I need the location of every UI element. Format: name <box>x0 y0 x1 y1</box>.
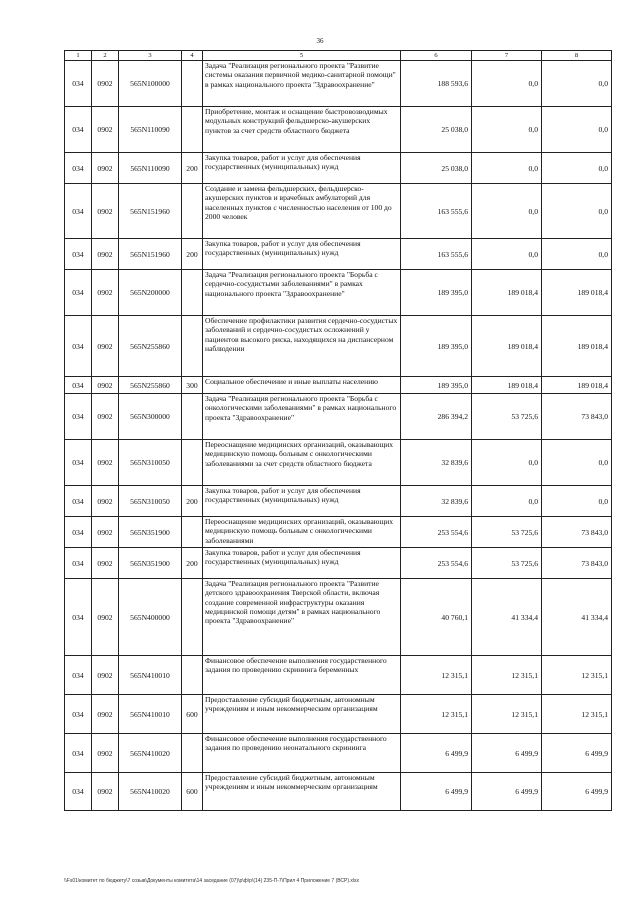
cell-section-code: 0902 <box>92 377 119 394</box>
cell-amount-3: 12 315,1 <box>542 656 612 695</box>
cell-amount-3: 0,0 <box>542 486 612 517</box>
cell-target-code: 565N400000 <box>119 579 182 656</box>
table-row <box>65 548 612 579</box>
cell-section-code: 0902 <box>92 394 119 440</box>
cell-expense-type <box>182 394 203 440</box>
cell-section-code: 0902 <box>92 270 119 316</box>
cell-amount-1: 40 760,1 <box>401 579 472 656</box>
cell-target-code: 565N351900 <box>119 517 182 548</box>
cell-target-code: 565N310050 <box>119 440 182 486</box>
cell-expense-type: 200 <box>182 486 203 517</box>
cell-amount-3: 0,0 <box>542 153 612 184</box>
cell-section-code: 0902 <box>92 734 119 773</box>
col-header: 3 <box>119 51 182 61</box>
cell-amount-3: 189 018,4 <box>542 377 612 394</box>
cell-amount-3: 6 499,9 <box>542 734 612 773</box>
cell-amount-3: 12 315,1 <box>542 695 612 734</box>
cell-target-code: 565N200000 <box>119 270 182 316</box>
cell-amount-1: 6 499,9 <box>401 773 472 811</box>
col-header: 1 <box>65 51 92 61</box>
cell-admin-code: 034 <box>65 517 92 548</box>
cell-description: Задача "Реализация регионального проекта "Развитие детского здравоохранения Тверской области, включая создание современной инфраструктуры оказания медицинской помощи детям" в рамках национального проекта "Здравоохранение" <box>203 579 401 656</box>
cell-section-code: 0902 <box>92 239 119 270</box>
cell-target-code: 565N410020 <box>119 773 182 811</box>
cell-description: Приобретение, монтаж и оснащение быстровозводимых модульных конструкций фельдшерско-акушерских пунктов за счет средств областного бюджета <box>203 107 401 153</box>
cell-amount-3: 0,0 <box>542 440 612 486</box>
cell-admin-code: 034 <box>65 656 92 695</box>
cell-section-code: 0902 <box>92 773 119 811</box>
cell-section-code: 0902 <box>92 548 119 579</box>
cell-expense-type <box>182 107 203 153</box>
cell-amount-3: 73 843,0 <box>542 394 612 440</box>
cell-section-code: 0902 <box>92 517 119 548</box>
cell-section-code: 0902 <box>92 695 119 734</box>
cell-amount-3: 0,0 <box>542 239 612 270</box>
col-header: 6 <box>401 51 472 61</box>
cell-amount-1: 189 395,0 <box>401 377 472 394</box>
cell-expense-type: 600 <box>182 773 203 811</box>
cell-amount-3: 41 334,4 <box>542 579 612 656</box>
cell-amount-2: 53 725,6 <box>472 394 542 440</box>
cell-admin-code: 034 <box>65 734 92 773</box>
cell-admin-code: 034 <box>65 239 92 270</box>
cell-section-code: 0902 <box>92 486 119 517</box>
cell-amount-2: 12 315,1 <box>472 656 542 695</box>
cell-amount-1: 6 499,9 <box>401 734 472 773</box>
cell-description: Создание и замена фельдшерских, фельдшерско-акушерских пунктов и врачебных амбулаторий для населенных пунктов с численностью населения от 100 до 2000 человек <box>203 184 401 239</box>
cell-amount-3: 73 843,0 <box>542 517 612 548</box>
cell-amount-1: 12 315,1 <box>401 656 472 695</box>
cell-admin-code: 034 <box>65 695 92 734</box>
cell-target-code: 565N410010 <box>119 656 182 695</box>
cell-amount-3: 0,0 <box>542 107 612 153</box>
cell-amount-1: 286 394,2 <box>401 394 472 440</box>
cell-description: Задача "Реализация регионального проекта "Борьба с сердечно-сосудистыми заболеваниями" в рамках национального проекта "Здравоохранение" <box>203 270 401 316</box>
cell-description: Финансовое обеспечение выполнения государственного задания по проведению неонатального скрининга <box>203 734 401 773</box>
table-row <box>65 61 612 107</box>
cell-target-code: 565N351900 <box>119 548 182 579</box>
col-header: 7 <box>472 51 542 61</box>
col-header: 5 <box>203 51 401 61</box>
cell-description: Обеспечение профилактики развития сердечно-сосудистых заболеваний и сердечно-сосудистых осложнений у пациентов высокого риска, находящихся на диспансерном наблюдении <box>203 316 401 377</box>
col-header: 8 <box>542 51 612 61</box>
cell-description: Задача "Реализация регионального проекта "Развитие системы оказания первичной медико-санитарной помощи" в рамках национального проекта "Здравоохранение" <box>203 61 401 107</box>
table-row <box>65 486 612 517</box>
table-row <box>65 656 612 695</box>
table-row <box>65 107 612 153</box>
cell-section-code: 0902 <box>92 184 119 239</box>
cell-amount-1: 32 839,6 <box>401 440 472 486</box>
cell-target-code: 565N255860 <box>119 316 182 377</box>
cell-target-code: 565N110090 <box>119 153 182 184</box>
cell-amount-2: 0,0 <box>472 107 542 153</box>
table-row <box>65 773 612 811</box>
cell-admin-code: 034 <box>65 61 92 107</box>
table-row <box>65 394 612 440</box>
cell-admin-code: 034 <box>65 270 92 316</box>
cell-amount-2: 6 499,9 <box>472 734 542 773</box>
cell-section-code: 0902 <box>92 153 119 184</box>
cell-amount-1: 253 554,6 <box>401 548 472 579</box>
cell-amount-3: 0,0 <box>542 184 612 239</box>
cell-admin-code: 034 <box>65 107 92 153</box>
col-header: 4 <box>182 51 203 61</box>
cell-amount-2: 0,0 <box>472 184 542 239</box>
cell-amount-1: 163 555,6 <box>401 184 472 239</box>
cell-description: Предоставление субсидий бюджетным, автономным учреждениям и иным некоммерческим организациям <box>203 695 401 734</box>
file-path-footer: \\Fs01\комитет по бюджету\7 созыв\Документы комитета\14 заседание (07)\p\ф\p\(14) 235-П-7\Прил 4 Приложение 7 (ВСР).xlsx <box>64 878 360 884</box>
cell-amount-2: 0,0 <box>472 440 542 486</box>
cell-admin-code: 034 <box>65 773 92 811</box>
cell-expense-type: 200 <box>182 153 203 184</box>
cell-section-code: 0902 <box>92 440 119 486</box>
cell-expense-type <box>182 579 203 656</box>
cell-description: Переоснащение медицинских организаций, оказывающих медицинскую помощь больным с онкологическими заболеваниями за счет средств областного бюджета <box>203 440 401 486</box>
table-row <box>65 270 612 316</box>
cell-admin-code: 034 <box>65 548 92 579</box>
table-row <box>65 579 612 656</box>
cell-amount-1: 25 038,0 <box>401 107 472 153</box>
cell-amount-2: 189 018,4 <box>472 270 542 316</box>
cell-admin-code: 034 <box>65 153 92 184</box>
cell-expense-type <box>182 270 203 316</box>
cell-admin-code: 034 <box>65 394 92 440</box>
table-row <box>65 377 612 394</box>
cell-amount-2: 0,0 <box>472 61 542 107</box>
cell-amount-1: 25 038,0 <box>401 153 472 184</box>
cell-description: Закупка товаров, работ и услуг для обеспечения государственных (муниципальных) нужд <box>203 548 401 579</box>
cell-expense-type <box>182 440 203 486</box>
cell-amount-1: 12 315,1 <box>401 695 472 734</box>
cell-target-code: 565N410010 <box>119 695 182 734</box>
cell-amount-1: 32 839,6 <box>401 486 472 517</box>
cell-amount-2: 6 499,9 <box>472 773 542 811</box>
cell-admin-code: 034 <box>65 377 92 394</box>
cell-target-code: 565N100000 <box>119 61 182 107</box>
cell-amount-3: 189 018,4 <box>542 270 612 316</box>
cell-amount-1: 189 395,0 <box>401 270 472 316</box>
cell-target-code: 565N410020 <box>119 734 182 773</box>
cell-admin-code: 034 <box>65 486 92 517</box>
cell-target-code: 565N300000 <box>119 394 182 440</box>
cell-target-code: 565N110090 <box>119 107 182 153</box>
col-header: 2 <box>92 51 119 61</box>
cell-expense-type <box>182 656 203 695</box>
table-row <box>65 440 612 486</box>
cell-expense-type <box>182 734 203 773</box>
cell-amount-2: 0,0 <box>472 153 542 184</box>
cell-amount-2: 53 725,6 <box>472 548 542 579</box>
cell-target-code: 565N151960 <box>119 184 182 239</box>
cell-expense-type <box>182 61 203 107</box>
cell-target-code: 565N310050 <box>119 486 182 517</box>
cell-expense-type: 300 <box>182 377 203 394</box>
cell-amount-2: 0,0 <box>472 239 542 270</box>
cell-description: Переоснащение медицинских организаций, оказывающих медицинскую помощь больным с онкологическими заболеваниями <box>203 517 401 548</box>
budget-table <box>64 50 612 811</box>
cell-amount-2: 53 725,6 <box>472 517 542 548</box>
cell-admin-code: 034 <box>65 184 92 239</box>
table-row <box>65 239 612 270</box>
table-row <box>65 734 612 773</box>
cell-expense-type: 200 <box>182 239 203 270</box>
cell-admin-code: 034 <box>65 579 92 656</box>
cell-description: Закупка товаров, работ и услуг для обеспечения государственных (муниципальных) нужд <box>203 486 401 517</box>
cell-section-code: 0902 <box>92 61 119 107</box>
page-number: 36 <box>316 37 324 45</box>
cell-admin-code: 034 <box>65 316 92 377</box>
cell-description: Социальное обеспечение и иные выплаты населению <box>203 377 401 394</box>
cell-description: Задача "Реализация регионального проекта "Борьба с онкологическими заболеваниями" в рамках национального проекта "Здравоохранение" <box>203 394 401 440</box>
cell-section-code: 0902 <box>92 107 119 153</box>
cell-expense-type <box>182 184 203 239</box>
cell-amount-1: 188 593,6 <box>401 61 472 107</box>
cell-section-code: 0902 <box>92 656 119 695</box>
cell-expense-type: 600 <box>182 695 203 734</box>
cell-section-code: 0902 <box>92 579 119 656</box>
cell-description: Финансовое обеспечение выполнения государственного задания по проведению скрининга беременных <box>203 656 401 695</box>
cell-amount-2: 12 315,1 <box>472 695 542 734</box>
cell-expense-type: 200 <box>182 548 203 579</box>
cell-amount-1: 189 395,0 <box>401 316 472 377</box>
cell-amount-2: 189 018,4 <box>472 316 542 377</box>
cell-expense-type <box>182 316 203 377</box>
cell-description: Закупка товаров, работ и услуг для обеспечения государственных (муниципальных) нужд <box>203 153 401 184</box>
cell-amount-1: 253 554,6 <box>401 517 472 548</box>
cell-amount-3: 6 499,9 <box>542 773 612 811</box>
cell-amount-2: 0,0 <box>472 486 542 517</box>
cell-amount-3: 73 843,0 <box>542 548 612 579</box>
table-row <box>65 316 612 377</box>
table-row <box>65 517 612 548</box>
cell-amount-3: 0,0 <box>542 61 612 107</box>
cell-amount-2: 41 334,4 <box>472 579 542 656</box>
cell-description: Предоставление субсидий бюджетным, автономным учреждениям и иным некоммерческим организациям <box>203 773 401 811</box>
table-row <box>65 153 612 184</box>
header-row <box>65 51 612 61</box>
table-row <box>65 695 612 734</box>
cell-admin-code: 034 <box>65 440 92 486</box>
table-row <box>65 184 612 239</box>
cell-amount-2: 189 018,4 <box>472 377 542 394</box>
cell-amount-1: 163 555,6 <box>401 239 472 270</box>
cell-target-code: 565N151960 <box>119 239 182 270</box>
cell-expense-type <box>182 517 203 548</box>
cell-section-code: 0902 <box>92 316 119 377</box>
cell-target-code: 565N255860 <box>119 377 182 394</box>
cell-description: Закупка товаров, работ и услуг для обеспечения государственных (муниципальных) нужд <box>203 239 401 270</box>
cell-amount-3: 189 018,4 <box>542 316 612 377</box>
